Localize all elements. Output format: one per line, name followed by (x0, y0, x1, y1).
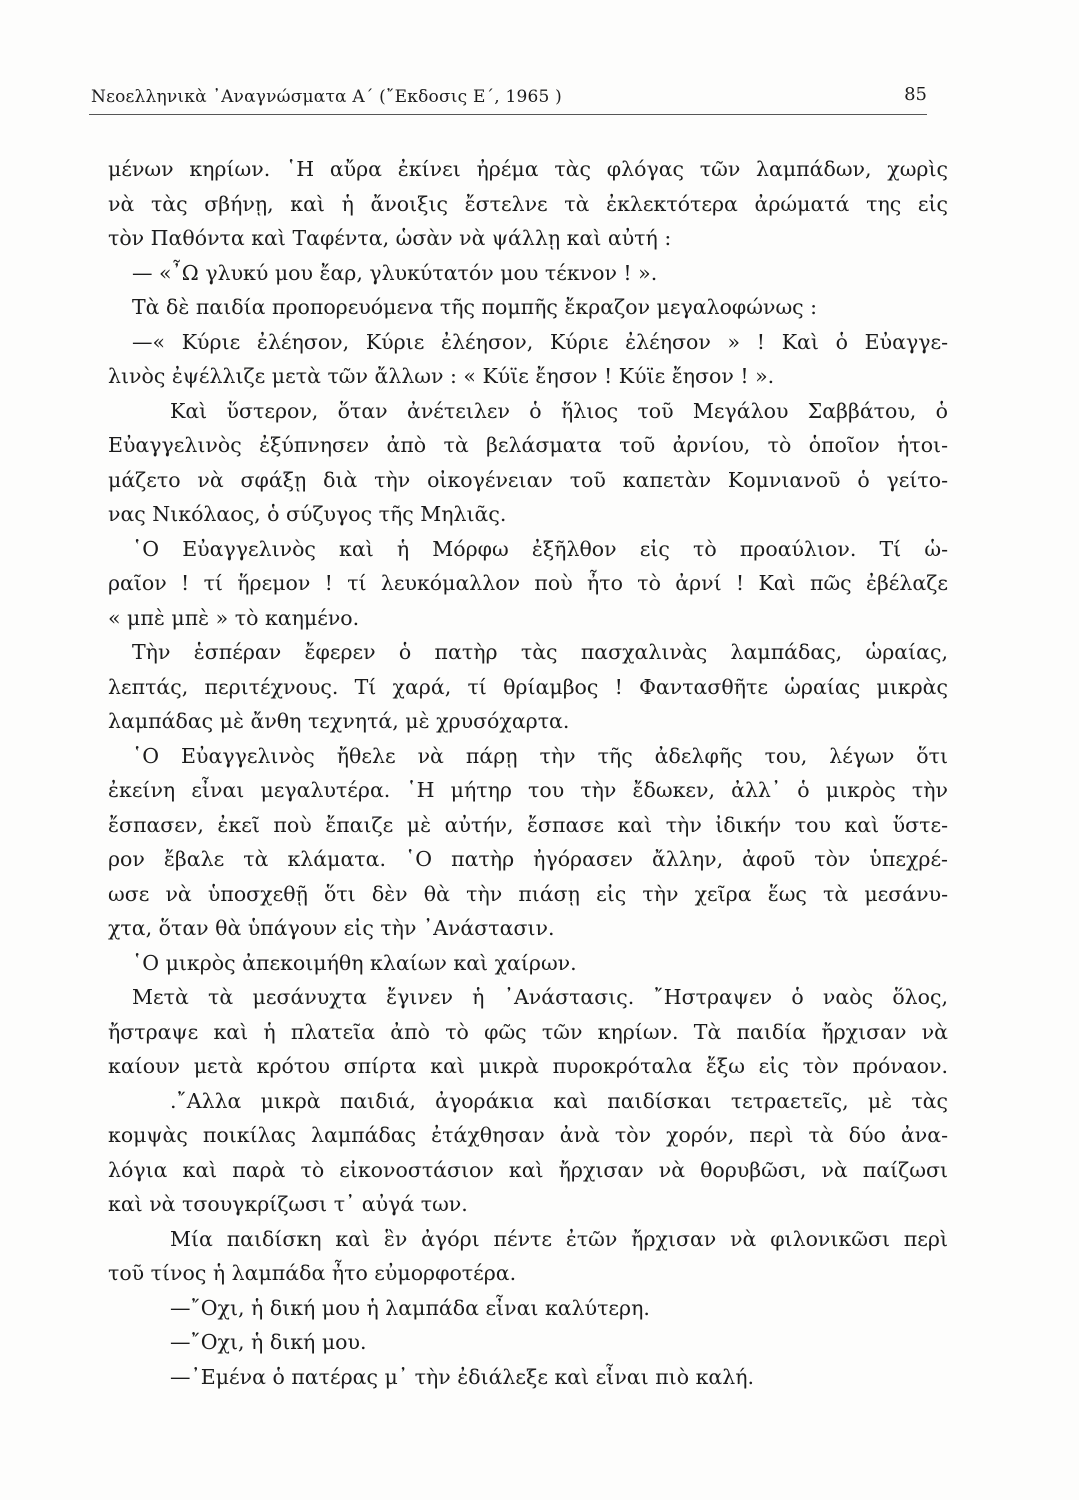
text-line: ρον ἔβαλε τὰ κλάματα. ῾Ο πατὴρ ἠγόρασεν ἄλλην, ἀφοῦ τὸν ὑπεχρέ- (108, 847, 948, 871)
text-line: Εὐαγγελινὸς ἐξύπνησεν ἀπὸ τὰ βελάσματα τοῦ ἀρνίου, τὸ ὁποῖον ἡτοι- (108, 433, 948, 457)
body-text (108, 152, 948, 1394)
page-number: 85 (904, 84, 927, 105)
text-line: —῎Οχι, ἡ δική μου ἡ λαμπάδα εἶναι καλύτερη. (170, 1295, 650, 1320)
text-line: κομψὰς ποικίλας λαμπάδας ἐτάχθησαν ἀνὰ τὸν χορόν, περὶ τὰ δύο ἀνα- (108, 1123, 948, 1147)
text-line: λινὸς ἐψέλλιζε μετὰ τῶν ἄλλων : « Κύϊε ἔησον ! Κύϊε ἔησον ! ». (108, 364, 775, 388)
running-header (89, 80, 927, 115)
text-line: Τὰ δὲ παιδία προπορευόμενα τῆς πομπῆς ἔκραζον μεγαλοφώνως : (132, 295, 818, 319)
text-line: ῾Ο μικρὸς ἀπεκοιμήθη κλαίων καὶ χαίρων. (132, 950, 577, 975)
text-line: ῾Ο Εὐαγγελινὸς καὶ ἡ Μόρφω ἐξῆλθον εἰς τὸ προαύλιον. Τί ὡ- (132, 536, 948, 561)
text-line: Τὴν ἑσπέραν ἔφερεν ὁ πατὴρ τὰς πασχαλινὰς λαμπάδας, ὡραίας, (132, 640, 948, 664)
text-line: μάζετο νὰ σφάξῃ διὰ τὴν οἰκογένειαν τοῦ καπετὰν Κομνιανοῦ ὁ γείτο- (108, 467, 948, 492)
text-line: Μία παιδίσκη καὶ ἓν ἀγόρι πέντε ἐτῶν ἤρχισαν νὰ φιλονικῶσι περὶ (170, 1226, 948, 1251)
text-line: καὶ νὰ τσουγκρίζωσι τ᾿ αὐγά των. (108, 1192, 468, 1216)
text-line: λαμπάδας μὲ ἄνθη τεχνητά, μὲ χρυσόχαρτα. (108, 709, 570, 733)
text-line: ῾Ο Εὐαγγελινὸς ἤθελε νὰ πάρῃ τὴν τῆς ἀδελφῆς του, λέγων ὅτι (132, 743, 948, 768)
text-line: Μετὰ τὰ μεσάνυχτα ἔγινεν ἡ ᾿Ανάστασις. ῎Ηστραψεν ὁ ναὸς ὅλος, (132, 985, 948, 1009)
text-line: μένων κηρίων. ῾Η αὔρα ἐκίνει ἠρέμα τὰς φλόγας τῶν λαμπάδων, χωρὶς (108, 157, 948, 181)
text-line: Καὶ ὕστερον, ὅταν ἀνέτειλεν ὁ ἥλιος τοῦ Μεγάλου Σαββάτου, ὁ (170, 398, 948, 423)
text-line: .῎Αλλα μικρὰ παιδιά, ἀγοράκια καὶ παιδίσκαι τετραετεῖς, μὲ τὰς (170, 1088, 948, 1113)
text-line: ραῖον ! τί ἥρεμον ! τί λευκόμαλλον ποὺ ἦτο τὸ ἀρνί ! Καὶ πῶς ἐβέλαζε (108, 571, 948, 595)
text-line: « μπὲ μπὲ » τὸ καημένο. (108, 605, 360, 630)
text-line: τοῦ τίνος ἡ λαμπάδα ἦτο εὐμορφοτέρα. (108, 1261, 517, 1285)
book-title: Νεοελληνικὰ ᾿Αναγνώσματα Α΄ (῎Εκδοσις Ε΄, 1965 ) (91, 87, 562, 107)
text-line: λεπτάς, περιτέχνους. Τί χαρά, τί θρίαμβος ! Φαντασθῆτε ὡραίας μικρὰς (108, 674, 948, 699)
text-line: καίουν μετὰ κρότου σπίρτα καὶ μικρὰ πυροκρόταλα ἔξω εἰς τὸν πρόναον. (108, 1054, 948, 1078)
text-line: νας Νικόλαος, ὁ σύζυγος τῆς Μηλιᾶς. (108, 502, 507, 526)
text-line: τὸν Παθόντα καὶ Ταφέντα, ὡσὰν νὰ ψάλλῃ καὶ αὐτή : (108, 226, 672, 250)
text-line: ἤστραψε καὶ ἡ πλατεῖα ἀπὸ τὸ φῶς τῶν κηρίων. Τὰ παιδία ἤρχισαν νὰ (108, 1019, 948, 1044)
text-line: ωσε νὰ ὑποσχεθῇ ὅτι δὲν θὰ τὴν πιάσῃ εἰς τὴν χεῖρα ἕως τὰ μεσάνυ- (108, 881, 948, 906)
text-line: — «῏Ω γλυκύ μου ἔαρ, γλυκύτατόν μου τέκνον ! ». (132, 260, 658, 285)
text-line: —᾿Εμένα ὁ πατέρας μ᾿ τὴν ἐδιάλεξε καὶ εἶναι πιὸ καλή. (170, 1364, 755, 1389)
text-line: ἐκείνη εἶναι μεγαλυτέρα. ῾Η μήτηρ του τὴν ἔδωκεν, ἀλλ᾿ ὁ μικρὸς τὴν (108, 778, 948, 802)
text-line: —« Κύριε ἐλέησον, Κύριε ἐλέησον, Κύριε ἐλέησον » ! Καὶ ὁ Εὐαγγε- (132, 329, 948, 354)
text-line: χτα, ὅταν θὰ ὑπάγουν εἰς τὴν ᾿Ανάστασιν. (108, 916, 555, 940)
text-line: —῎Οχι, ἡ δική μου. (170, 1330, 367, 1354)
text-line: ἔσπασεν, ἐκεῖ ποὺ ἔπαιζε μὲ αὐτήν, ἔσπασε καὶ τὴν ἰδικήν του καὶ ὕστε- (108, 812, 948, 837)
text-line: λόγια καὶ παρὰ τὸ εἰκονοστάσιον καὶ ἤρχισαν νὰ θορυβῶσι, νὰ παίζωσι (108, 1157, 948, 1182)
text-line: νὰ τὰς σβήνῃ, καὶ ἡ ἄνοιξις ἔστελνε τὰ ἐκλεκτότερα ἀρώματά της εἰς (108, 191, 948, 216)
